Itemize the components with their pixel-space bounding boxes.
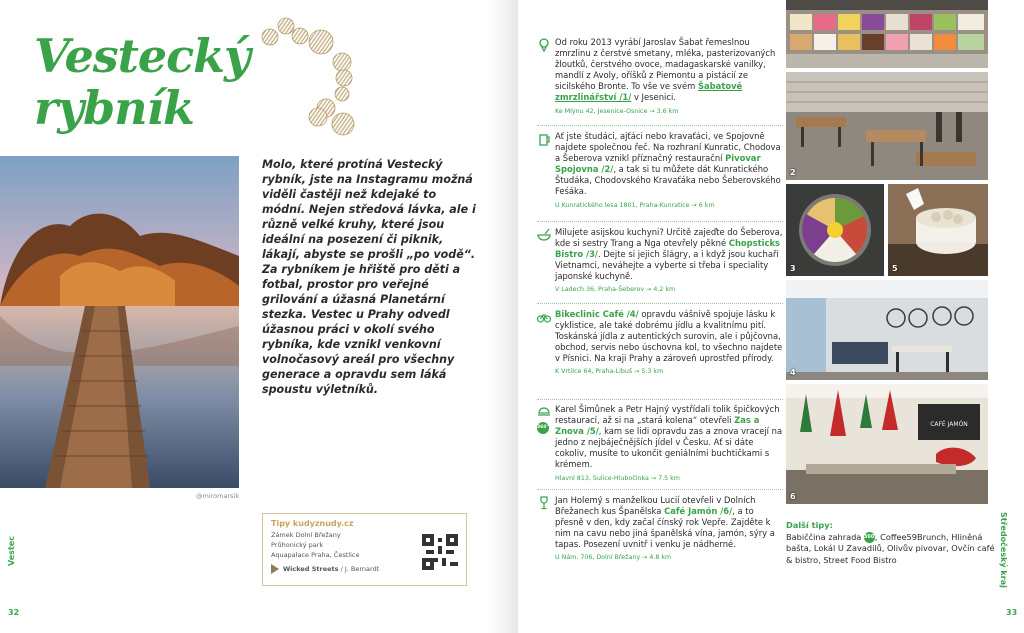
entry-2: Ať jste študáci, ajťáci nebo kravaťáci, ve Spojovně najdete společnou řeč. Na rozhraní Kunratic, Chodova a Šeberova vznikl příznačný restaurační Pivovar Spojovna /2/, a tak si tu můžete dát Kunratického Študáka, Chodovského Kravaťáka nebo Šeberovského Feśáka. U Kunratického lesa 1801, Praha-Kunratice → 6 km <box>555 131 783 211</box>
entry-address: U Kunratického lesa 1801, Praha-Kunratice → 6 km <box>555 201 715 209</box>
entry-address: Hlavní 813, Sulice-Hlubočinka → 7.5 km <box>555 474 680 482</box>
entry-address: V Ladech 36, Praha-Šeberov → 4.2 km <box>555 286 676 294</box>
more-tips-list: Babiččina zahrada 360°, Coffee59Brunch, Hliněná bašta, Lokál U Zavadilů, Olivův pivovar, Ovčín café & bistro, Street Food Bistro <box>786 531 995 565</box>
tips-item: Aquapalace Praha, Čestlice <box>271 551 360 559</box>
tips-item: Průhonický park <box>271 541 324 549</box>
photo-bike-cafe <box>786 280 988 380</box>
place-link-2[interactable]: Pivovar Spojovna /2/ <box>555 153 761 175</box>
place-link-1[interactable]: Šabatově zmrzlinářství /1/ <box>555 81 743 103</box>
place-link-3[interactable]: Chopsticks Bistro /3/ <box>555 238 781 260</box>
side-label-left: Vestec <box>7 536 16 566</box>
photo-number: 4 <box>790 368 796 377</box>
photo-asian-bowl <box>786 184 884 276</box>
ice-cream-icon <box>537 38 551 52</box>
place-link-5[interactable]: Zas a Znova /5/ <box>555 415 760 437</box>
entry-5: Karel Šimůnek a Petr Hajný vystřídali tolik špičkových restaurací, až si na „stará kolena“ otevřeli Zas a Znova /5/, kam se lidi opravdu zas a znova vracejí na jedno z nejbáječnějších jídel v Česku. Ať si dáte cokoliv, musíte to ukončit geniálními buchtičkami s krémem. Hlavní 813, Sulice-Hlubočinka → 7.5 km <box>555 404 783 484</box>
photo-number: 6 <box>790 492 796 501</box>
intro-paragraph: Molo, které protíná Vestecký rybník, jste na Instagramu možná viděli častěji než kdejaké to módní. Nejen středová lávka, ale i různě velké kruhy, které jsou ideální na posezení či piknik, lákají, abyste se prošli „po vodě“. Za rybníkem je hřiště pro děti a fotbal, prostor pro veřejné grilování a úžasná Planetární stezka. Vestec u Prahy odvedl úžasnou práci v okolí svého rybníka, kde vznikl venkovní volnočasový areál pro všechny generace a opravdu sem láká spoustu výletníků. <box>262 158 476 396</box>
entry-1: Od roku 2013 vyrábí Jaroslav Šabat řemeslnou zmrzlinu z čerstvé smetany, mléka, pasterizovaných žloutků, čerstvého ovoce, madagaskarské vanilky, mandlí z Avoly, oříšků z Piemontu a pistácií ze sicilského Bronte. To vše ve svém Šabatově zmrzlinářství /1/ v Jesenici. Ke Mlýnu 42, Jesenice-Osnice → 3.6 km <box>555 37 783 117</box>
page-number-right: 33 <box>1006 608 1018 617</box>
bicycle-icon <box>537 310 551 324</box>
more-tips <box>786 520 998 566</box>
qr-code-icon <box>422 534 458 570</box>
page-title <box>34 30 250 134</box>
title-line-1: Vestecký <box>34 29 250 83</box>
photo-number: 3 <box>790 264 796 273</box>
book-spine-shadow <box>488 0 518 633</box>
page-number-left: 32 <box>8 608 20 617</box>
side-label-right: Středočeský kraj <box>999 512 1008 588</box>
tips-book-author: / J. Bernardt <box>338 565 380 573</box>
title-line-2: rybník <box>34 81 194 135</box>
decorative-circles-graphic <box>258 14 368 144</box>
entry-3: Milujete asijskou kuchyni? Určitě zajeďte do Šeberova, kde si sestry Trang a Nga otevřely pěkné Chopsticks Bistro /3/. Dejte si jejich šlágry, a i když jsou kuchaři Vietnamci, neváhejte a vyberte si třeba i speciality japonské kuchyně. V Ladech 36, Praha-Šeberov → 4.2 km <box>555 227 783 296</box>
badge-360-icon: 360° <box>537 422 549 434</box>
divider <box>537 399 783 400</box>
photo-ice-cream-counter <box>786 0 988 68</box>
photo-cafe-jamon <box>786 384 988 504</box>
tips-title: Tipy kudyznudy.cz <box>271 519 354 528</box>
photo-dumplings <box>888 184 988 276</box>
entry-address: K Vrtilce 64, Praha-Libuš → 5.3 km <box>555 368 664 376</box>
tips-box <box>262 513 467 586</box>
place-link-6[interactable]: Café Jamón /6/ <box>664 506 733 517</box>
beer-icon <box>537 132 551 146</box>
entry-6: Jan Holemý s manželkou Lucií otevřeli v Dolních Břežanech kus Španělska Café Jamón /6/, a to přesně v den, kdy začal čínský rok Vepře. Zajděte k nim na cavu nebo jiná španělská vína, jamón, sýry a tapas. Posezení uvnitř i venku je nádherné. U Nám. 706, Dolní Břežany → 4.8 km <box>555 495 783 564</box>
entry-address: U Nám. 706, Dolní Břežany → 4.8 km <box>555 554 672 562</box>
tips-item: Zámek Dolní Břežany <box>271 531 341 539</box>
entry-address: Ke Mlýnu 42, Jesenice-Osnice → 3.6 km <box>555 107 679 115</box>
divider <box>537 125 783 126</box>
divider <box>537 489 783 490</box>
bowl-icon <box>537 228 551 242</box>
photo-number: 5 <box>892 264 898 273</box>
photo-number: 2 <box>790 168 796 177</box>
tips-book-title: Wicked Streets <box>283 565 339 573</box>
photo-brewery-interior <box>786 72 988 180</box>
restaurant-icon <box>537 405 551 419</box>
photo-credit: @miromarsik <box>196 492 240 500</box>
more-tips-title: Další tipy: <box>786 520 833 530</box>
hero-photo-pier <box>0 156 239 488</box>
divider <box>537 221 783 222</box>
svg-text:CAFÉ JAMÓN: CAFÉ JAMÓN <box>930 421 968 428</box>
entry-4: Bikeclinic Café /4/ opravdu vášnivě spojuje lásku k cyklistice, ale také dobrému jídlu a kvalitnímu pití. Toskánská jídla z autentických surovin, ale i půjčovna, obchod, servis nebo úschovna kol, to všechno najdete v Písnici. Na kraji Prahy a zároveň uprostřed přírody. K Vrtilce 64, Praha-Libuš → 5.3 km <box>555 309 783 378</box>
place-link-4[interactable]: Bikeclinic Café /4/ <box>555 309 639 319</box>
play-arrow-icon <box>271 564 279 574</box>
wine-glass-icon <box>537 496 551 510</box>
divider <box>537 303 783 304</box>
badge-360-icon: 360° <box>864 532 875 543</box>
